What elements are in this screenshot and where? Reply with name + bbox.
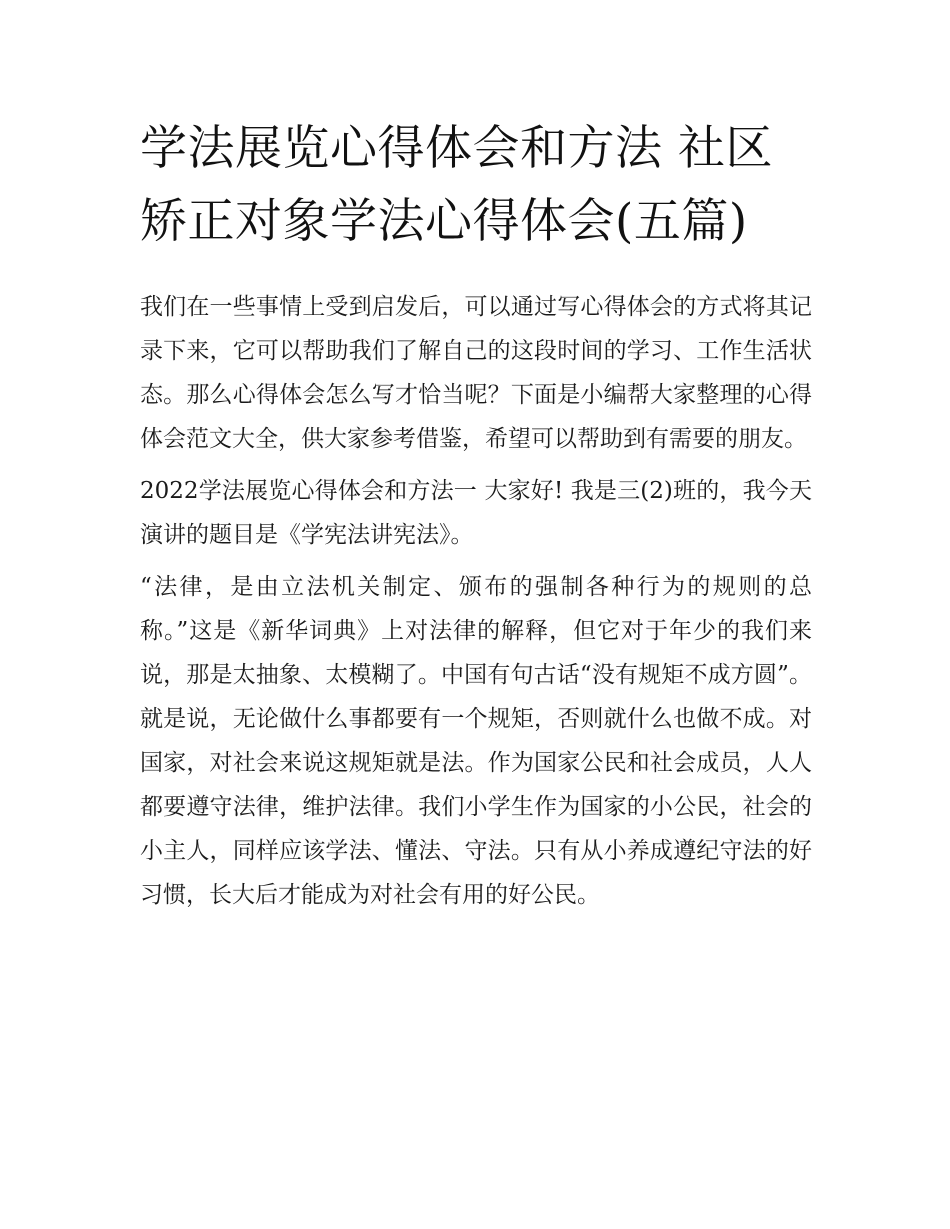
document-body (140, 285, 812, 917)
document-content (140, 112, 812, 925)
title-line-2: 矫正对象学法心得体会(五篇) (140, 194, 748, 249)
speech-opening-paragraph: 2022学法展览心得体会和方法一 大家好! 我是三(2)班的，我今天演讲的题目是《学宪法讲宪法》。 (140, 478, 812, 548)
law-definition-paragraph: “法律，是由立法机关制定、颁布的强制各种行为的规则的总称。”这是《新华词典》上对法律的解释，但它对于年少的我们来说，那是太抽象、太模糊了。中国有句古话“没有规矩不成方圆”。就是说，无论做什么事都要有一个规矩，否则就什么也做不成。对国家，对社会来说这规矩就是法。作为国家公民和社会成员，人人都要遵守法律，维护法律。我们小学生作为国家的小公民，社会的小主人，同样应该学法、懂法、守法。只有从小养成遵纪守法的好习惯，长大后才能成为对社会有用的好公民。 (140, 574, 812, 908)
document-title (140, 112, 812, 258)
title-line-1: 学法展览心得体会和方法 社区 (140, 121, 773, 176)
intro-paragraph: 我们在一些事情上受到启发后，可以通过写心得体会的方式将其记录下来，它可以帮助我们了解自己的这段时间的学习、工作生活状态。那么心得体会怎么写才恰当呢？下面是小编帮大家整理的心得体会范文大全，供大家参考借鉴，希望可以帮助到有需要的朋友。 (140, 294, 812, 452)
